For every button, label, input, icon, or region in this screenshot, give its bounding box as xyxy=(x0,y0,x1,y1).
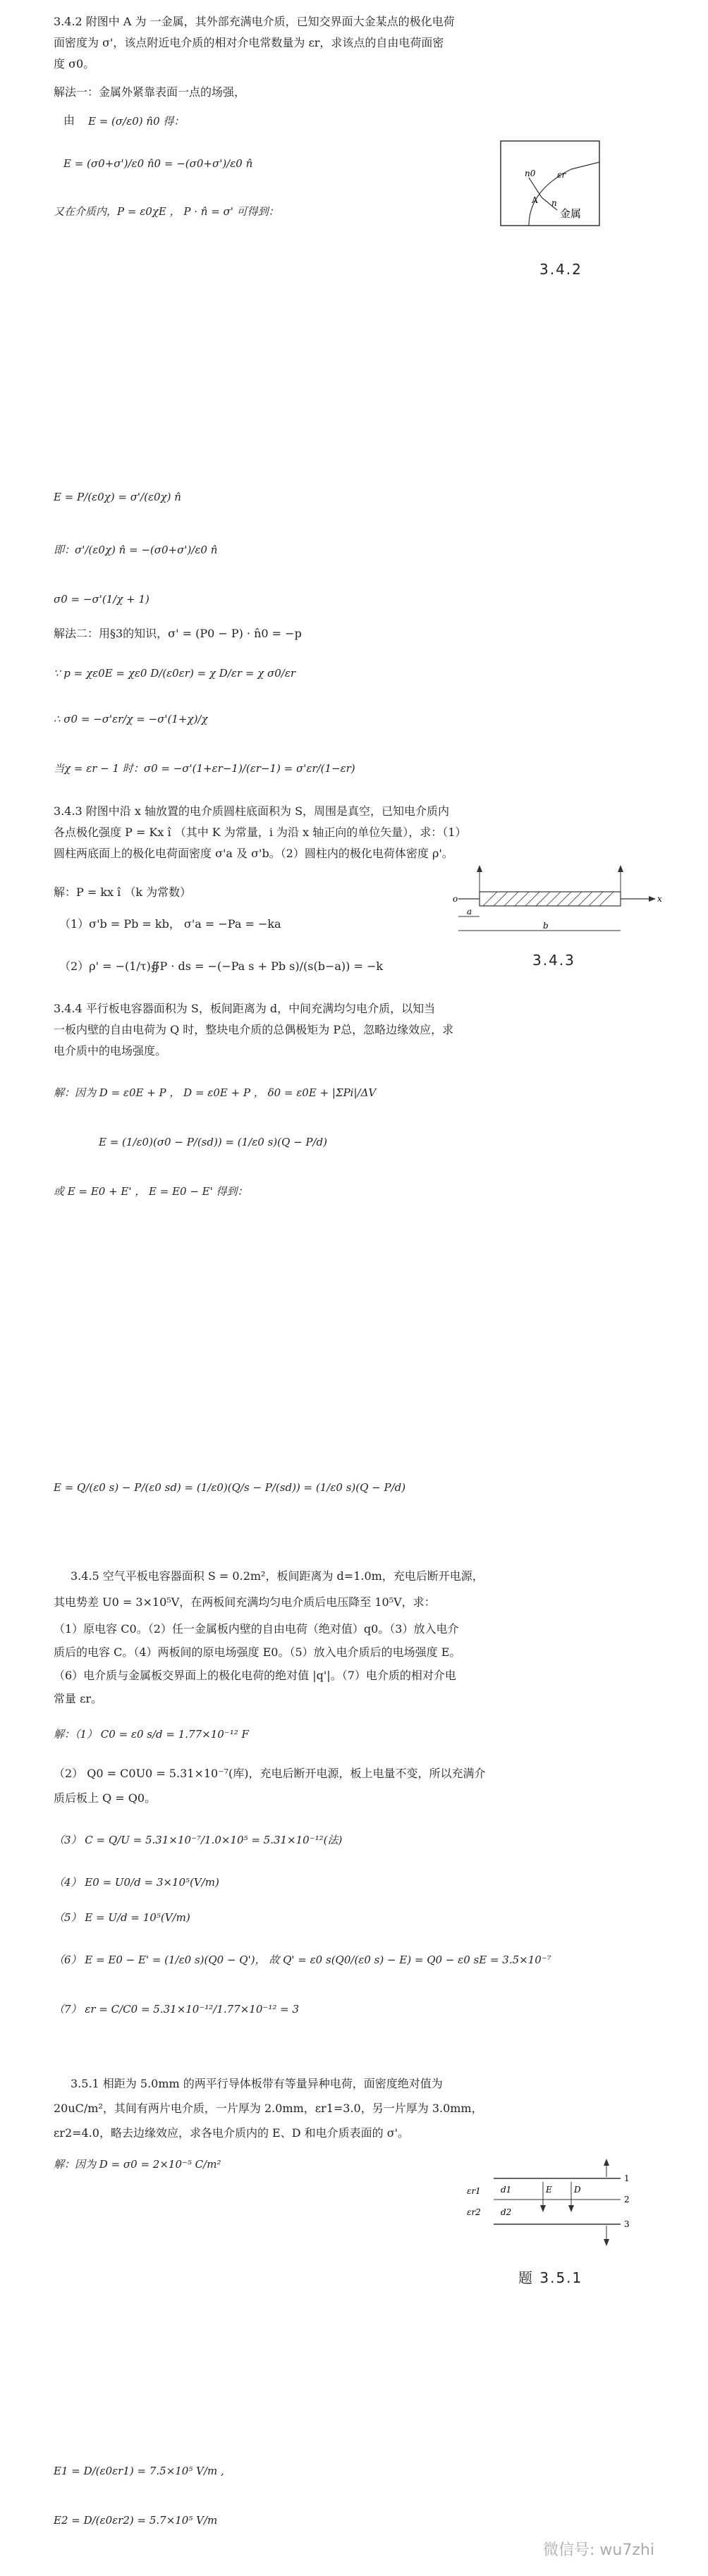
problem-3-4-5-line2: 其电势差 U0 = 3×10⁵V，在两板间充满均匀电介质后电压降至 10⁵V，求： xyxy=(54,1595,436,1609)
answer-3-4-5-6: （6） E = E0 − E' = (1/ε0 s)(Q0 − Q')， 故 Q' = ε0 s(Q0/(ε0 s) − E) = Q0 − ε0 sE = 3.5×10⁻⁷ xyxy=(54,1954,551,1966)
eq-3-4-4-3: 或 E = E0 + E' ， E = E0 − E' 得到： xyxy=(54,1185,248,1198)
svg-text:n: n xyxy=(551,198,557,208)
answer-3-4-5-4: （4） E0 = U0/d = 3×10⁵(V/m) xyxy=(54,1876,219,1889)
answer-3-4-3-part2: （2）ρ' = −(1/τ)∯P · ds = −(−Pa s + Pb s)/(s(b−a)) = −k xyxy=(59,959,384,973)
problem-3-5-1-line1: 3.5.1 相距为 5.0mm 的两平行导体板带有等量异种电荷，面密度绝对值为 xyxy=(71,2077,443,2090)
problem-3-4-5-line5: （6）电介质与金属板交界面上的极化电荷的绝对值 |q'|。（7）电介质的相对介电 xyxy=(54,1669,456,1682)
figure-3-5-1-caption: 题 3.5.1 xyxy=(518,2269,583,2286)
eq1-prefix: 由 xyxy=(63,114,75,127)
wechat-footer: 微信号: wu7zhi xyxy=(543,2541,654,2559)
figure-3-4-2 xyxy=(487,127,628,261)
eq-3-4-4-2: E = (1/ε0)(σ0 − P/(sd)) = (1/ε0 s)(Q − P/d) xyxy=(99,1136,328,1148)
problem-3-4-4-line2: 一板内壁的自由电荷为 Q 时，整块电介质的总偶极矩为 P总，忽略边缘效应，求 xyxy=(54,1023,454,1036)
equation-8: ∴ σ0 = −σ'εr/χ = −σ'(1+χ)/χ xyxy=(54,713,208,725)
equation-4: E = P/(ε0χ) = σ'/(ε0χ) n̂ xyxy=(54,491,181,503)
problem-3-4-2-line3: 度 σ0。 xyxy=(54,57,95,70)
problem-3-4-5-line4: 质后的电容 C。（4）两板间的原电场强度 E0。（5）放入电介质后的电场强度 E。 xyxy=(54,1645,461,1659)
answer-3-5-1-3: E2 = D/(ε0εr2) = 5.7×10⁵ V/m xyxy=(54,2514,218,2527)
figure-3-4-3-caption: 3.4.3 xyxy=(532,952,575,969)
figure-3-4-3 xyxy=(451,857,663,948)
svg-text:a: a xyxy=(467,907,472,916)
equation-3: 又在介质内，P = ε0χE ， P · n̂ = σ' 可得到： xyxy=(54,205,279,218)
svg-text:εr: εr xyxy=(557,170,566,180)
answer-3-4-5-3: （3） C = Q/U = 5.31×10⁻⁷/1.0×10⁵ = 5.31×10⁻¹²(法) xyxy=(54,1834,343,1846)
answer-3-4-5-2: （2） Q0 = C0U0 = 5.31×10⁻⁷(库)，充电后断开电源，板上电量不变，所以充满介 xyxy=(54,1767,486,1780)
figure-3-5-1 xyxy=(465,2157,635,2263)
svg-text:1: 1 xyxy=(624,2173,630,2183)
svg-text:3: 3 xyxy=(624,2219,630,2229)
problem-3-4-3-line1: 3.4.3 附图中沿 x 轴放置的电介质圆柱底面积为 S，周围是真空，已知电介质内 xyxy=(54,804,450,818)
svg-text:d1: d1 xyxy=(501,2185,512,2195)
svg-text:D: D xyxy=(574,2185,581,2195)
problem-3-4-2-line2: 面密度为 σ'，该点附近电介质的相对介电常数量为 εr，求该点的自由电荷面密 xyxy=(54,36,444,49)
problem-3-4-5-line3: （1）原电容 C0。（2）任一金属板内壁的自由电荷（绝对值）q0。（3）放入电介 xyxy=(54,1622,459,1636)
problem-3-4-3-line2: 各点极化强度 P = Kx î （其中 K 为常量，i 为沿 x 轴正向的单位矢量），求：（1） xyxy=(54,826,467,839)
problem-3-4-5-line6: 常量 εr。 xyxy=(54,1692,103,1705)
equation-9: 当χ = εr − 1 时：σ0 = −σ'(1+εr−1)/(εr−1) = σ'εr/(1−εr) xyxy=(54,762,355,775)
svg-text:x: x xyxy=(657,894,662,904)
svg-text:E: E xyxy=(546,2185,552,2195)
figure-3-4-2-caption: 3.4.2 xyxy=(539,261,582,278)
svg-text:d2: d2 xyxy=(501,2207,512,2217)
equation-1: E = (σ/ε0) n̂0 得： xyxy=(88,115,185,128)
problem-3-5-1-line3: εr2=4.0，略去边缘效应，求各电介质内的 E、D 和电介质表面的 σ'。 xyxy=(54,2126,410,2140)
answer-3-4-3-part1: （1）σ'b = Pb = kb， σ'a = −Pa = −ka xyxy=(59,917,281,931)
solution1-intro: 解法一：金属外紧靠表面一点的场强， xyxy=(54,85,246,99)
answer-3-5-1-1: 解：因为 D = σ0 = 2×10⁻⁵ C/m² xyxy=(54,2158,221,2171)
svg-text:n0: n0 xyxy=(525,168,536,178)
svg-text:2: 2 xyxy=(624,2195,630,2204)
svg-text:εr1: εr1 xyxy=(467,2186,481,2196)
solution2-intro: 解法二：用§3的知识，σ' = (P0 − P) · n̂0 = −p xyxy=(54,627,302,640)
problem-3-4-5-line1: 3.4.5 空气平板电容器面积 S = 0.2m²，板间距离为 d=1.0m，充电后断开电源， xyxy=(71,1569,484,1583)
svg-text:εr2: εr2 xyxy=(467,2207,481,2217)
svg-text:o: o xyxy=(453,894,458,904)
answer-3-4-3-intro: 解：P = kx î （k 为常数） xyxy=(54,885,192,899)
answer-3-5-1-2: E1 = D/(ε0εr1) = 7.5×10⁵ V/m , xyxy=(54,2465,224,2477)
svg-text:b: b xyxy=(543,921,549,931)
answer-3-4-5-5: （5） E = U/d = 10⁵(V/m) xyxy=(54,1911,190,1924)
svg-text:A: A xyxy=(532,195,538,205)
equation-2: E = (σ0+σ')/ε0 n̂0 = −(σ0+σ')/ε0 n̂ xyxy=(63,157,253,170)
problem-3-4-2-line1: 3.4.2 附图中 A 为 一金属，其外部充满电介质，已知交界面大金某点的极化电荷 xyxy=(54,15,455,28)
equation-7: ∵ p = χε0E = χε0 D/(ε0εr) = χ D/εr = χ σ0/εr xyxy=(54,667,296,680)
equation-5: 即：σ'/(ε0χ) n̂ = −(σ0+σ')/ε0 n̂ xyxy=(54,544,218,556)
eq-3-4-4-4: E = Q/(ε0 s) − P/(ε0 sd) = (1/ε0)(Q/s − P/(sd)) = (1/ε0 s)(Q − P/d) xyxy=(54,1481,406,1494)
answer-3-4-5-2b: 质后板上 Q = Q0。 xyxy=(54,1791,157,1805)
problem-3-4-4-line1: 3.4.4 平行板电容器面积为 S，板间距离为 d，中间充满均匀电介质，以知当 xyxy=(54,1002,436,1015)
figure-3-4-2-metal: 金属 xyxy=(560,207,582,220)
answer-3-4-5-7: （7） εr = C/C0 = 5.31×10⁻¹²/1.77×10⁻¹² = 3 xyxy=(54,2003,299,2016)
problem-3-5-1-line2: 20uC/m²，其间有两片电介质，一片厚为 2.0mm，εr1=3.0，另一片厚为 3.0mm， xyxy=(54,2102,483,2115)
problem-3-4-4-line3: 电介质中的电场强度。 xyxy=(54,1044,167,1057)
answer-3-4-5-1: 解：（1） C0 = ε0 s/d = 1.77×10⁻¹² F xyxy=(54,1728,249,1741)
eq-3-4-4-1: 解：因为 D = ε0E + P ， D = ε0E + P ， δ0 = ε0E + |ΣPi|/ΔV xyxy=(54,1086,377,1099)
equation-6: σ0 = −σ'(1/χ + 1) xyxy=(54,593,149,606)
problem-3-4-3-line3: 圆柱两底面上的极化电荷面密度 σ'a 及 σ'b。（2）圆柱内的极化电荷体密度 ρ'。 xyxy=(54,847,453,860)
